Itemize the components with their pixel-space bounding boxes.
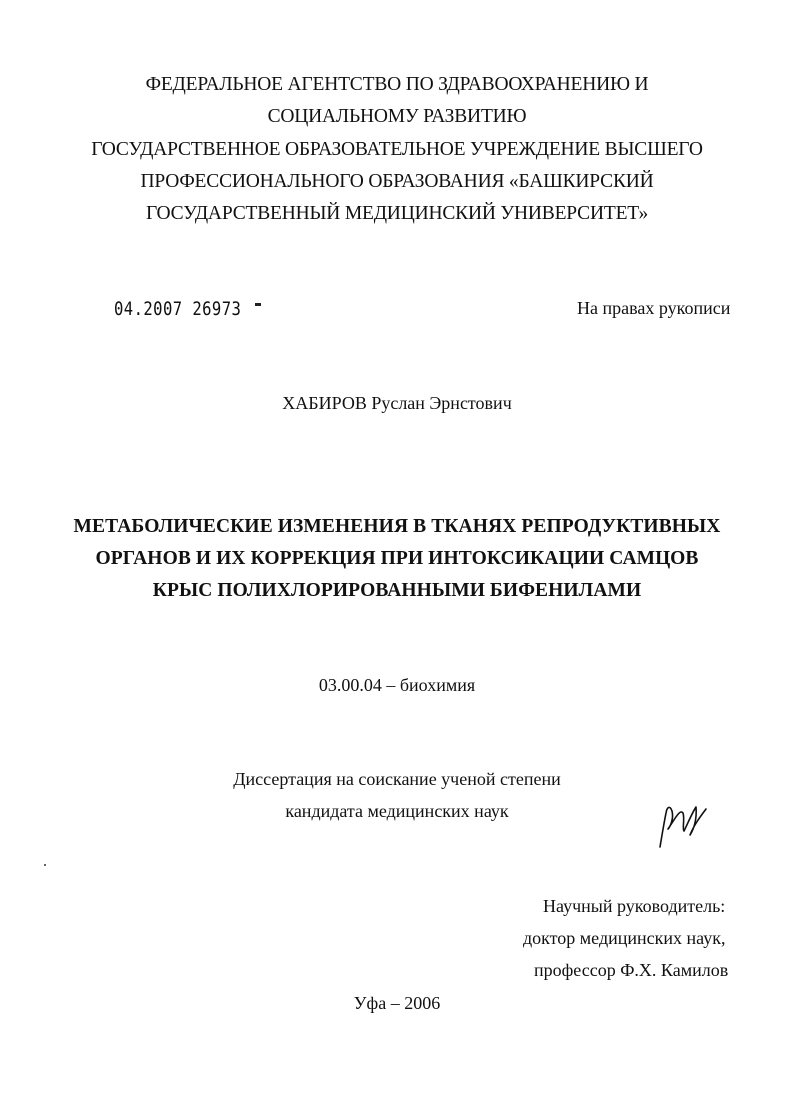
title-line-3: КРЫС ПОЛИХЛОРИРОВАННЫМИ БИФЕНИЛАМИ [152,580,642,601]
header-line-3: ГОСУДАРСТВЕННОЕ ОБРАЗОВАТЕЛЬНОЕ УЧРЕЖДЕНИЕ ВЫСШЕГО [91,139,703,160]
registration-number: 04.2007 26973 [114,298,242,320]
supervisor-line-1: Научный руководитель: [543,896,726,916]
stray-dot [44,864,46,866]
supervisor-line-2: доктор медицинских наук, [523,928,726,948]
header-line-5: ГОСУДАРСТВЕННЫЙ МЕДИЦИНСКИЙ УНИВЕРСИТЕТ» [145,203,649,224]
supervisor-line-3: профессор Ф.Х. Камилов [534,960,729,980]
header-line-2: СОЦИАЛЬНОМУ РАЗВИТИЮ [267,106,527,127]
dissertation-line-2: кандидата медицинских наук [285,801,509,821]
registration-mark [255,303,261,306]
title-line-2: ОРГАНОВ И ИХ КОРРЕКЦИЯ ПРИ ИНТОКСИКАЦИИ САМЦОВ [95,548,699,569]
specialty: 03.00.04 – биохимия [318,675,476,695]
header-line-4: ПРОФЕССИОНАЛЬНОГО ОБРАЗОВАНИЯ «БАШКИРСКИЙ [140,171,654,192]
signature-mark [650,795,714,855]
dissertation-line-1: Диссертация на соискание ученой степени [233,769,561,789]
title-line-1: МЕТАБОЛИЧЕСКИЕ ИЗМЕНЕНИЯ В ТКАНЯХ РЕПРОДУКТИВНЫХ [73,516,721,537]
manuscript-note: На правах рукописи [577,298,731,318]
place-year: Уфа – 2006 [353,993,441,1013]
author-name: ХАБИРОВ Руслан Эрнстович [282,393,512,413]
header-line-1: ФЕДЕРАЛЬНОЕ АГЕНТСТВО ПО ЗДРАВООХРАНЕНИЮ И [145,74,649,95]
